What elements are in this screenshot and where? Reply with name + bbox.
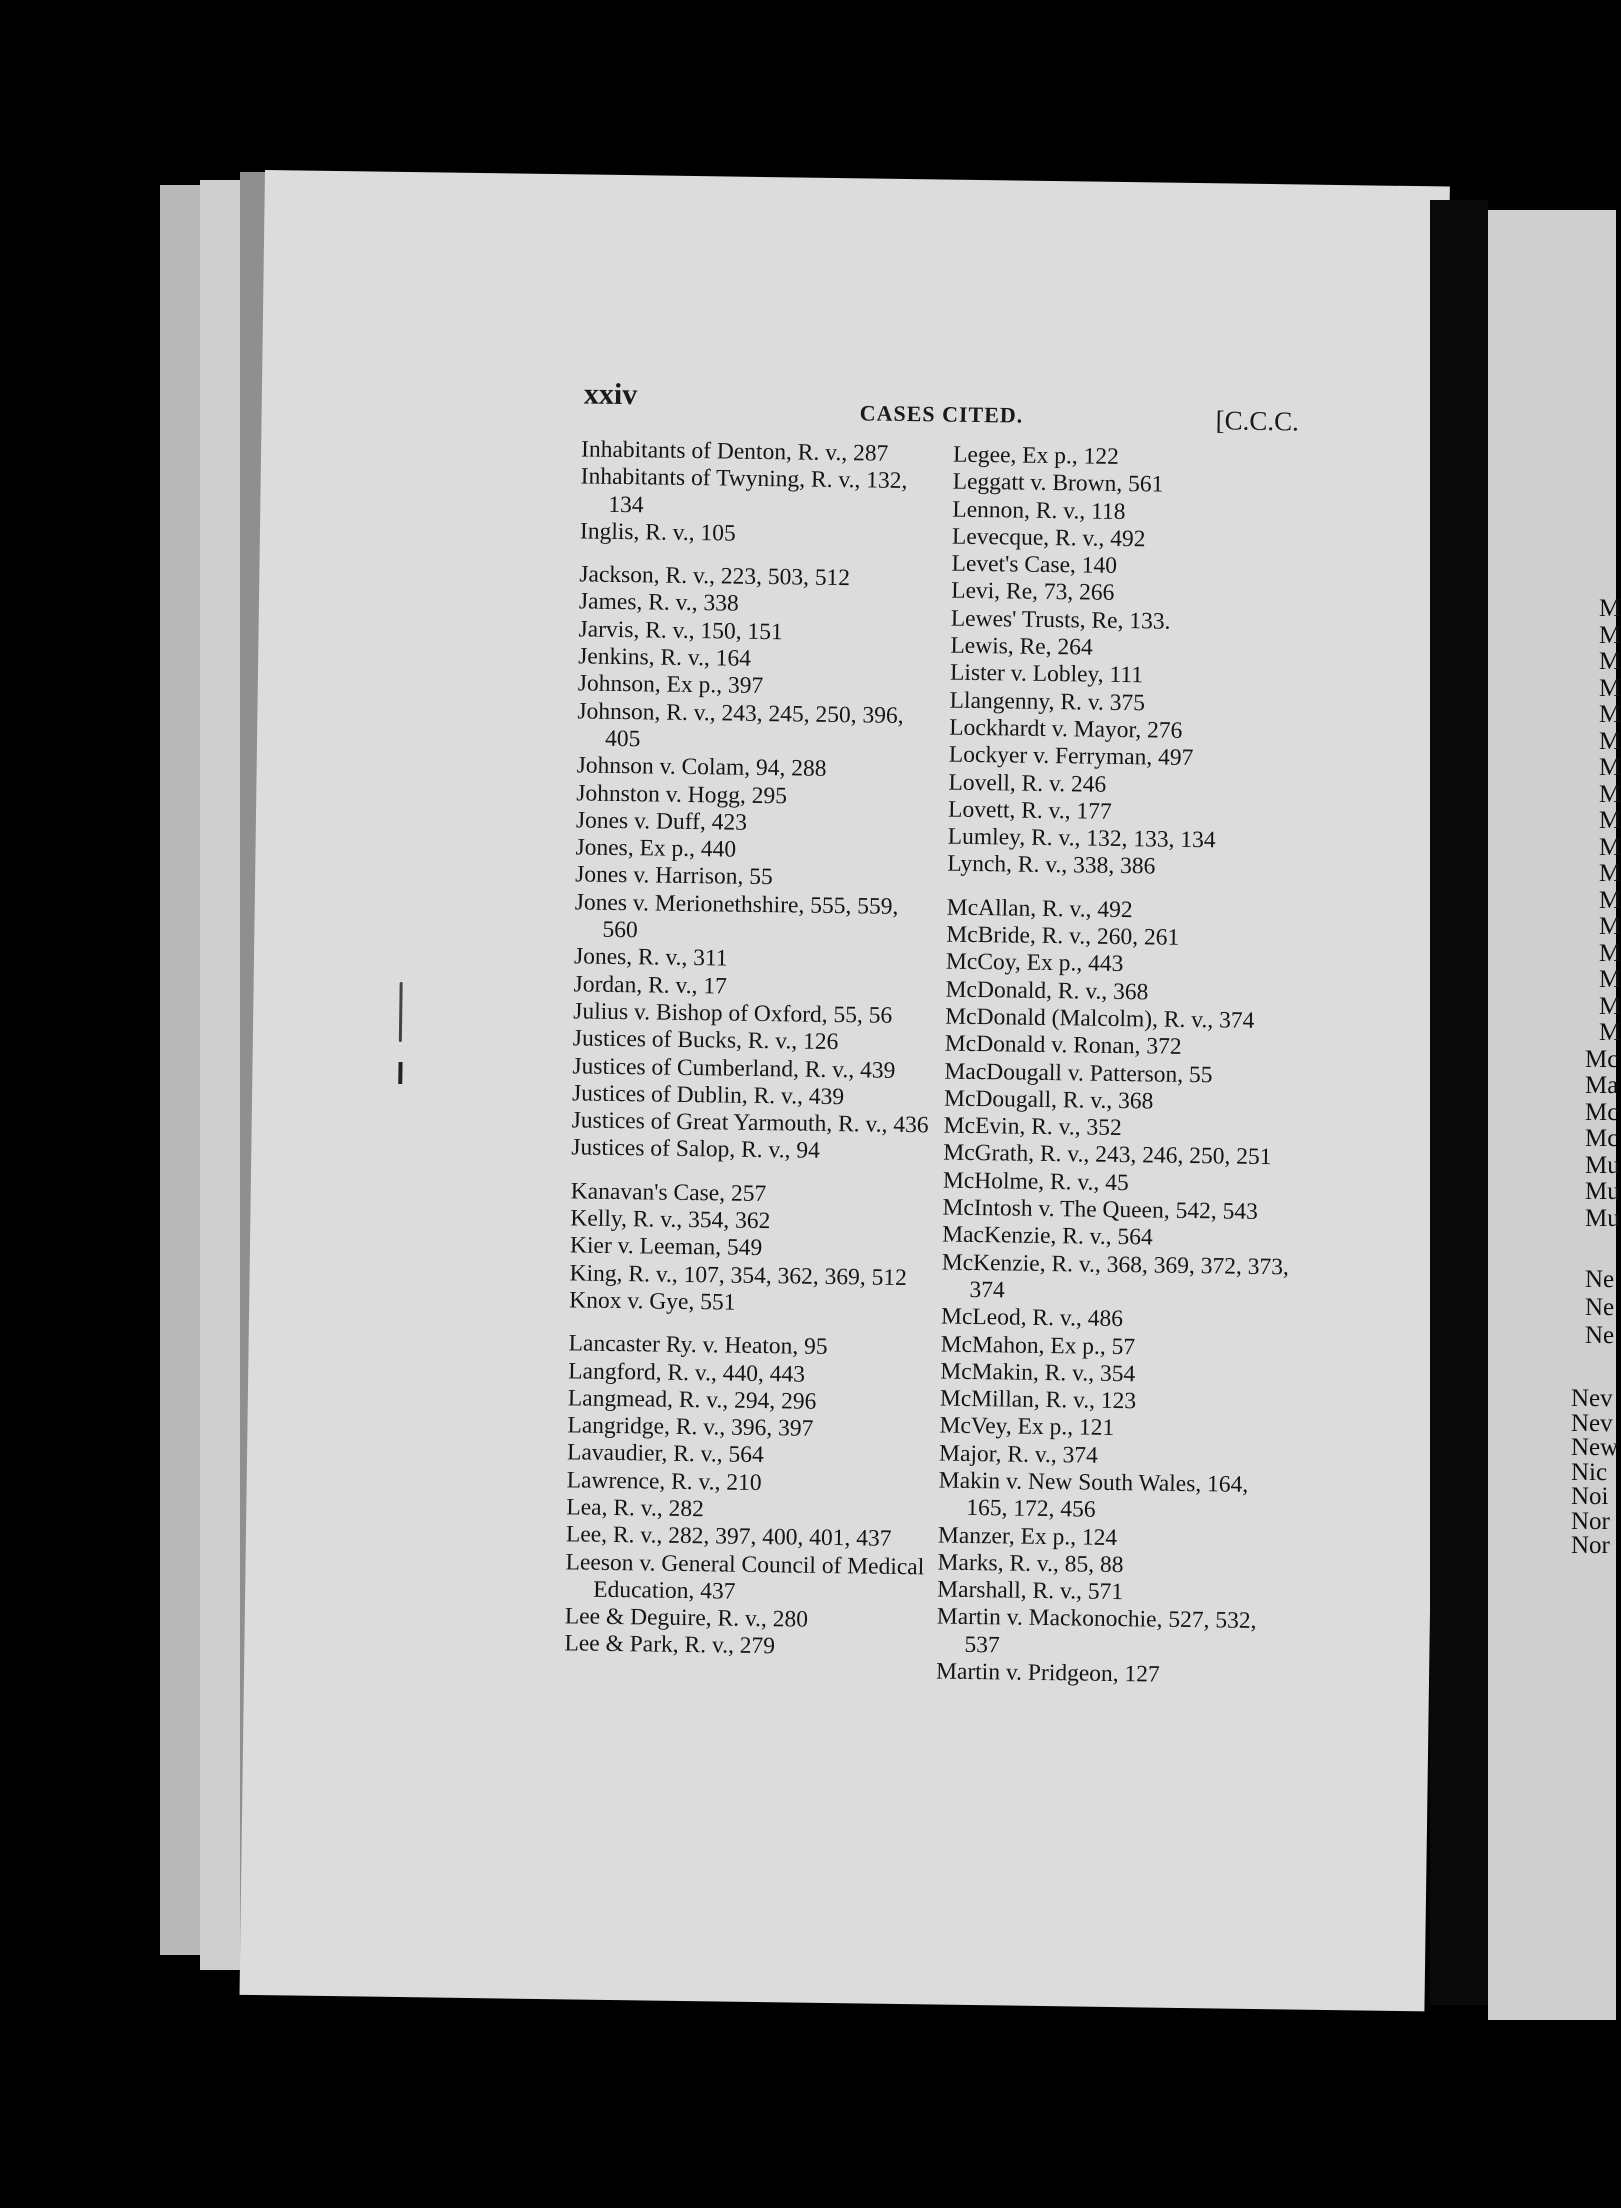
index-entry: Lee & Park, R. v., 279: [564, 1630, 776, 1660]
index-entry: McVey, Ex p., 121: [939, 1412, 1115, 1442]
facing-page-fragment: M: [1599, 833, 1621, 861]
facing-page-fragment: Mu: [1585, 1178, 1620, 1205]
facing-page-fragment: M: [1599, 807, 1621, 834]
index-entry: Manzer, Ex p., 124: [937, 1522, 1118, 1551]
index-entry: McEvin, R. v., 352: [943, 1112, 1122, 1142]
index-entry: Lawrence, R. v., 210: [566, 1467, 762, 1496]
index-entry: Lee, R. v., 282, 397, 400, 401, 437: [565, 1521, 892, 1553]
index-entry: Lovett, R. v., 177: [947, 796, 1112, 825]
index-entry: Jones v. Merionethshire, 555, 559, 560: [574, 889, 899, 944]
facing-page-fragment: M: [1599, 1019, 1621, 1046]
index-entry: Johnston v. Hogg, 295: [576, 779, 788, 809]
index-entry: McMahon, Ex p., 57: [940, 1331, 1136, 1360]
index-entry: MacDougall v. Patterson, 55: [944, 1058, 1213, 1088]
index-entry: Langford, R. v., 440, 443: [568, 1357, 806, 1388]
index-entry: Legee, Ex p., 122: [952, 441, 1120, 470]
facing-page-fragment: Nor: [1571, 1532, 1610, 1559]
right-column: [936, 442, 1308, 1691]
index-entry: Lennon, R. v., 118: [952, 496, 1126, 525]
index-entry: Levi, Re, 73, 266: [951, 578, 1115, 607]
facing-page-fragment: Nev: [1571, 1385, 1613, 1412]
index-entry: Justices of Bucks, R. v., 126: [572, 1025, 839, 1056]
index-entry: Knox v. Gye, 551: [569, 1287, 736, 1316]
index-entry: Martin v. Pridgeon, 127: [935, 1658, 1160, 1688]
index-entry: Jones v. Harrison, 55: [575, 861, 773, 891]
index-entry: Kanavan's Case, 257: [570, 1178, 767, 1207]
facing-page-fragment: M: [1599, 886, 1621, 914]
index-entry: Makin v. New South Wales, 164, 165, 172, 456: [938, 1467, 1249, 1524]
index-entry: Justices of Great Yarmouth, R. v., 436: [571, 1107, 929, 1139]
facing-page-fragment: Mc: [1585, 1098, 1619, 1126]
index-entry: Jarvis, R. v., 150, 151: [578, 616, 783, 646]
index-entry: Lynch, R. v., 338, 386: [947, 851, 1156, 880]
facing-page-fragment: Mc: [1585, 1125, 1619, 1152]
index-entry: Inglis, R. v., 105: [579, 518, 736, 547]
page-number: xxiv: [583, 377, 638, 412]
index-entry: Jordan, R. v., 17: [573, 971, 728, 1000]
index-entry: McLeod, R. v., 486: [940, 1303, 1124, 1333]
index-entry: Lister v. Lobley, 111: [949, 659, 1144, 689]
index-entry: McAllan, R. v., 492: [946, 894, 1133, 923]
index-entry: Lea, R. v., 282: [566, 1494, 705, 1523]
index-entry: James, R. v., 338: [578, 588, 739, 618]
facing-page-fragment: M: [1599, 966, 1621, 993]
index-entry: Lumley, R. v., 132, 133, 134: [947, 823, 1216, 854]
index-entry: McCoy, Ex p., 443: [945, 948, 1124, 978]
facing-page-fragment: Ne: [1585, 1294, 1615, 1321]
index-entry: Lovell, R. v. 246: [948, 769, 1107, 798]
facing-page-fragment: Nev: [1571, 1409, 1613, 1437]
index-entry: McDonald, R. v., 368: [945, 976, 1149, 1006]
index-entry: Llangenny, R. v. 375: [949, 687, 1146, 717]
index-entry: Justices of Salop, R. v., 94: [571, 1134, 821, 1165]
facing-page-fragment: M: [1599, 780, 1621, 808]
page-title: CASES CITED.: [859, 400, 1024, 428]
facing-page-fragment: Mu: [1585, 1204, 1620, 1232]
index-entry: Major, R. v., 374: [938, 1440, 1099, 1469]
facing-page-fragment: Noi: [1571, 1483, 1609, 1510]
index-entry: King, R. v., 107, 354, 362, 369, 512: [569, 1259, 908, 1291]
left-column: [564, 436, 941, 1663]
index-entry: McDonald v. Ronan, 372: [944, 1030, 1182, 1061]
facing-page-fragment: M: [1599, 674, 1621, 702]
facing-page-fragment: M: [1599, 860, 1621, 887]
index-entry: Lee & Deguire, R. v., 280: [564, 1603, 809, 1633]
index-entry: MacKenzie, R. v., 564: [942, 1221, 1153, 1251]
index-entry: Langridge, R. v., 396, 397: [567, 1412, 814, 1442]
index-entry: Langmead, R. v., 294, 296: [567, 1385, 817, 1415]
facing-page-fragment: M: [1599, 621, 1621, 649]
facing-page-fragment: Nor: [1571, 1507, 1610, 1535]
index-entry: Jones, Ex p., 440: [575, 834, 737, 863]
index-entry: McIntosh v. The Queen, 542, 543: [942, 1194, 1258, 1225]
index-entry: McDougall, R. v., 368: [943, 1085, 1154, 1115]
margin-mark: [398, 1062, 402, 1084]
index-entry: Kier v. Leeman, 549: [569, 1232, 763, 1262]
facing-page-fragment: M: [1599, 992, 1621, 1020]
index-entry: Lockhardt v. Mayor, 276: [949, 714, 1183, 744]
facing-page-fragment: Ma: [1585, 1072, 1619, 1099]
index-entry: Inhabitants of Twyning, R. v., 132, 134: [580, 463, 908, 518]
index-entry: McGrath, R. v., 243, 246, 250, 251: [943, 1139, 1272, 1171]
facing-page-fragment: Ne: [1585, 1266, 1615, 1293]
index-entry: Jones v. Duff, 423: [575, 807, 748, 836]
facing-page-fragment: Mc: [1585, 1045, 1619, 1073]
index-entry: Kelly, R. v., 354, 362: [570, 1205, 771, 1235]
facing-page-fragment: M: [1599, 648, 1621, 675]
index-entry: Julius v. Bishop of Oxford, 55, 56: [573, 998, 893, 1029]
facing-page-fragment: M: [1599, 754, 1621, 781]
facing-page-fragment: M: [1599, 727, 1621, 755]
facing-page-fragment: M: [1599, 939, 1621, 967]
index-entry: Leggatt v. Brown, 561: [952, 468, 1164, 498]
index-entry: Marshall, R. v., 571: [937, 1576, 1124, 1606]
index-entry: Johnson, Ex p., 397: [577, 670, 764, 700]
index-entry: McHolme, R. v., 45: [942, 1167, 1129, 1196]
index-entry: Levecque, R. v., 492: [951, 523, 1146, 553]
facing-page-fragment: Nic: [1571, 1458, 1608, 1486]
margin-mark: [399, 982, 403, 1042]
facing-page-fragment: M: [1599, 595, 1621, 622]
index-entry: Lockyer v. Ferryman, 497: [948, 741, 1194, 772]
index-entry: Lavaudier, R. v., 564: [566, 1439, 764, 1469]
index-entry: Johnson, R. v., 243, 245, 250, 396, 405: [577, 698, 904, 753]
facing-page-fragment: New: [1571, 1434, 1619, 1461]
index-entry: McMakin, R. v., 354: [940, 1358, 1136, 1388]
index-entry: Martin v. Mackonochie, 527, 532, 537: [936, 1603, 1257, 1659]
index-entry: Levet's Case, 140: [951, 550, 1118, 580]
index-entry: Jackson, R. v., 223, 503, 512: [579, 561, 851, 592]
index-entry: Lewis, Re, 264: [950, 632, 1093, 661]
book-page: [240, 170, 1450, 2011]
facing-page: [1488, 210, 1621, 2020]
index-entry: Justices of Dublin, R. v., 439: [571, 1080, 845, 1111]
index-entry: Leeson v. General Council of Medical Education, 437: [565, 1548, 925, 1605]
facing-page-fragment: Mu: [1585, 1151, 1620, 1179]
index-entry: Johnson v. Colam, 94, 288: [576, 752, 827, 783]
index-entry: McDonald (Malcolm), R. v., 374: [945, 1003, 1255, 1034]
index-entry: Marks, R. v., 85, 88: [937, 1549, 1124, 1578]
facing-page-fragment: Ne: [1585, 1322, 1615, 1349]
index-entry: McMillan, R. v., 123: [939, 1385, 1137, 1415]
book-gutter: [1430, 200, 1488, 2005]
facing-page-fragment: M: [1599, 913, 1621, 940]
index-entry: McBride, R. v., 260, 261: [946, 921, 1180, 951]
index-entry: Inhabitants of Denton, R. v., 287: [580, 436, 889, 467]
index-entry: Jenkins, R. v., 164: [578, 643, 752, 672]
facing-page-fragment: M: [1599, 701, 1621, 728]
section-label: [C.C.C.: [1215, 405, 1300, 437]
index-entry: McKenzie, R. v., 368, 369, 372, 373, 374: [941, 1249, 1289, 1304]
index-entry: Jones, R. v., 311: [573, 943, 728, 972]
index-entry: Lancaster Ry. v. Heaton, 95: [568, 1330, 828, 1361]
index-entry: Justices of Cumberland, R. v., 439: [572, 1052, 896, 1084]
index-entry: Lewes' Trusts, Re, 133.: [950, 605, 1171, 635]
